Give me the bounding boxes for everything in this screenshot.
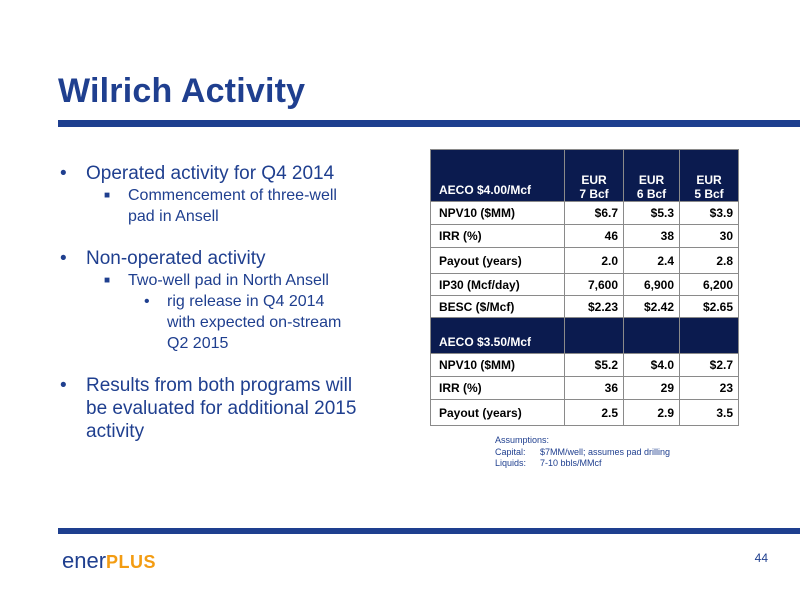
bullet-list <box>58 162 398 443</box>
bullet-item: • Results from both programs will be evaluated for additional 2015 activity <box>60 375 357 442</box>
title-divider <box>58 120 800 127</box>
company-logo: enerPLUS <box>62 548 157 573</box>
table-row: Payout (years) 2.0 2.4 2.8 <box>431 248 739 274</box>
bullet-dot-icon: • <box>144 293 150 310</box>
sub-sub-bullet-item: • rig release in Q4 2014 with expected on-stream Q2 2015 <box>144 293 342 352</box>
sub-bullet-item: ■ Commencement of three-well pad in Ansell <box>104 187 337 225</box>
table-header-row <box>431 318 739 354</box>
table-row: IP30 (Mcf/day) 7,600 6,900 6,200 <box>431 274 739 296</box>
square-bullet-icon: ■ <box>104 190 111 201</box>
page-number: 44 <box>754 551 768 565</box>
bullet-item: • Non-operated activity <box>60 248 266 269</box>
table-row: NPV10 ($MM) $5.2 $4.0 $2.7 <box>431 354 739 377</box>
table-header-row <box>431 150 739 202</box>
column-header <box>624 318 680 354</box>
bullet-dot-icon: • <box>60 163 67 184</box>
table-row: IRR (%) 46 38 30 <box>431 225 739 248</box>
sub-bullet-item: ■ Two-well pad in North Ansell <box>104 272 329 289</box>
column-header: EUR 5 Bcf <box>680 150 739 202</box>
price-header: AECO $4.00/Mcf <box>431 150 565 202</box>
bullet-dot-icon: • <box>60 375 67 396</box>
table-row: Payout (years) 2.5 2.9 3.5 <box>431 400 739 426</box>
price-header: AECO $3.50/Mcf <box>431 318 565 354</box>
table-row: NPV10 ($MM) $6.7 $5.3 $3.9 <box>431 202 739 225</box>
assumptions-note: Assumptions: Capital: $7MM/well; assumes pad drilling Liquids: 7-10 bbls/MMcf <box>495 435 671 468</box>
column-header <box>680 318 739 354</box>
economics-table-aeco-4 <box>430 149 739 318</box>
bullet-dot-icon: • <box>60 248 67 269</box>
column-header <box>565 318 624 354</box>
column-header: EUR 7 Bcf <box>565 150 624 202</box>
square-bullet-icon: ■ <box>104 275 111 286</box>
bullet-item: • Operated activity for Q4 2014 <box>60 163 335 184</box>
page-title: Wilrich Activity <box>58 72 306 110</box>
economics-table-aeco-3-50 <box>430 317 739 426</box>
table-row: BESC ($/Mcf) $2.23 $2.42 $2.65 <box>431 296 739 318</box>
table-row: IRR (%) 36 29 23 <box>431 377 739 400</box>
column-header: EUR 6 Bcf <box>624 150 680 202</box>
footer-divider <box>58 528 800 534</box>
